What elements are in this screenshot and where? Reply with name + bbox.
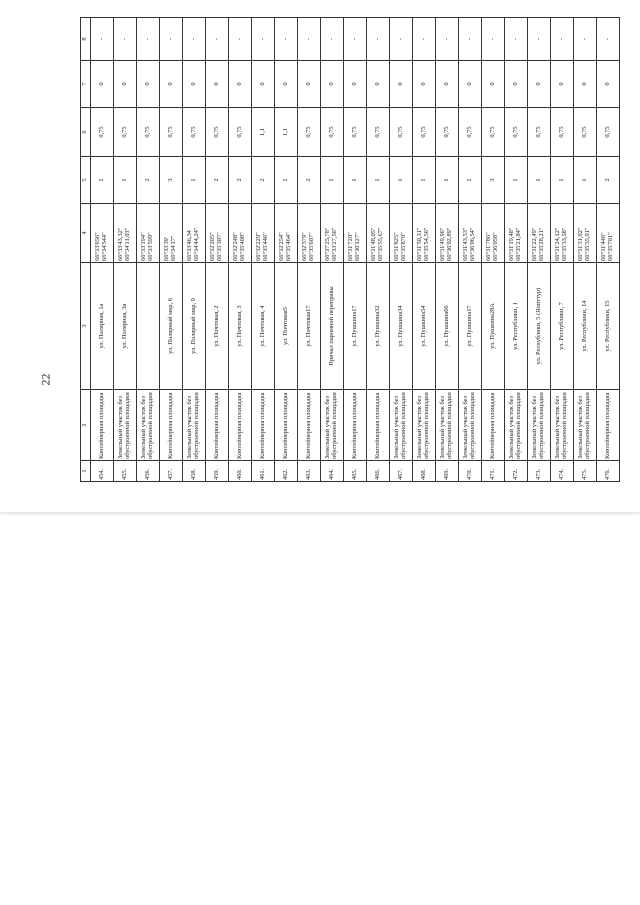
table-row	[482, 18, 505, 482]
column-8-cell: -	[505, 18, 528, 61]
site-type-cell: Контейнерная площадка	[91, 390, 114, 461]
site-type-cell: Земельный участок без обустроенной площадки	[574, 390, 597, 461]
column-6-cell: 0,75	[574, 108, 597, 157]
column-7-cell: 0	[321, 61, 344, 108]
address-cell: ул. Республики, 5 (Япиттур)	[528, 263, 551, 390]
table-row	[298, 18, 321, 482]
address-cell: ул. Почтовая, 2	[206, 263, 229, 390]
table-body	[91, 18, 620, 482]
row-number: 467.	[390, 461, 413, 482]
column-7-cell: 0	[482, 61, 505, 108]
coordinates-cell	[229, 204, 252, 263]
site-type-cell: Земельный участок без обустроенной площадки	[413, 390, 436, 461]
coordinate-value: 66°36'06,54"	[469, 227, 476, 261]
address-cell: ул. Почтовая5	[275, 263, 298, 390]
column-8-cell: -	[183, 18, 206, 61]
column-6-cell: 0,75	[137, 108, 160, 157]
address-cell: ул. Республики, 7	[551, 263, 574, 390]
coordinates-cell	[160, 204, 183, 263]
address-cell: ул. Пушкина17	[459, 263, 482, 390]
column-7-cell: 0	[551, 61, 574, 108]
row-number: 472.	[505, 461, 528, 482]
coordinates-cell	[137, 204, 160, 263]
header-row	[81, 18, 91, 482]
site-type-cell: Земельный участок без обустроенной площадки	[183, 390, 206, 461]
column-6-cell: 0,75	[344, 108, 367, 157]
row-number: 468.	[413, 461, 436, 482]
column-8-cell: -	[597, 18, 620, 61]
coordinate-value: 66°35'55,67"	[377, 227, 384, 261]
site-type-cell: Контейнерная площадка	[298, 390, 321, 461]
rotated-table-container	[80, 37, 614, 482]
column-8-cell: -	[413, 18, 436, 61]
column-5-cell: 1	[390, 157, 413, 204]
column-7-cell: 0	[298, 61, 321, 108]
coordinate-value: 66°32'379"	[301, 232, 309, 261]
column-header: 7	[81, 61, 91, 108]
table-row	[528, 18, 551, 482]
site-type-cell: Контейнерная площадка	[275, 390, 298, 461]
coordinate-value: 66°34'44,24"	[193, 227, 200, 261]
coordinate-value: 66°35'408"	[239, 232, 246, 261]
table-row	[275, 18, 298, 482]
row-number: 463.	[298, 461, 321, 482]
coordinate-value: 66°35'870"	[400, 232, 407, 261]
column-5-cell: 1	[436, 157, 459, 204]
site-type-cell: Контейнерная площадка	[482, 390, 505, 461]
column-5-cell: 1	[321, 157, 344, 204]
table-row	[597, 18, 620, 482]
column-6-cell: 1,1	[275, 108, 298, 157]
column-5-cell: 2	[298, 157, 321, 204]
coordinates-cell	[436, 204, 459, 263]
column-8-cell: -	[229, 18, 252, 61]
coordinate-value: 66°31'50,31"	[416, 227, 424, 261]
column-5-cell: 1	[528, 157, 551, 204]
row-number: 459.	[206, 461, 229, 482]
row-number: 475.	[574, 461, 597, 482]
site-type-cell: Контейнерная площадка	[597, 390, 620, 461]
coordinate-value: 66°35'33,58"	[561, 227, 568, 261]
coordinates-cell	[344, 204, 367, 263]
column-8-cell: -	[482, 18, 505, 61]
column-8-cell: -	[574, 18, 597, 61]
address-cell: ул. Почтовая, 3	[229, 263, 252, 390]
column-6-cell: 0,75	[482, 108, 505, 157]
column-5-cell: 1	[413, 157, 436, 204]
column-6-cell: 0,75	[183, 108, 206, 157]
column-8-cell: -	[252, 18, 275, 61]
table-row	[344, 18, 367, 482]
address-cell: ул. Республики, 1	[505, 263, 528, 390]
site-type-cell: Контейнерная площадка	[229, 390, 252, 461]
coordinate-value: 66°32'254"	[278, 232, 286, 261]
coordinates-cell	[114, 204, 137, 263]
column-7-cell: 0	[137, 61, 160, 108]
column-6-cell: 0,75	[413, 108, 436, 157]
address-cell: ул. Полярная, 3а	[114, 263, 137, 390]
column-7-cell: 0	[252, 61, 275, 108]
site-type-cell: Земельный участок без обустроенной площадки	[321, 390, 344, 461]
column-8-cell: -	[436, 18, 459, 61]
column-7-cell: 0	[413, 61, 436, 108]
coordinate-value: 66°32'248"	[232, 232, 240, 261]
row-number: 469.	[436, 461, 459, 482]
coordinate-value: 66°33'46,34	[186, 230, 194, 261]
coordinate-value: 66°33'39'	[163, 236, 171, 261]
coordinates-cell	[367, 204, 390, 263]
column-header: 2	[81, 390, 91, 461]
coordinates-cell	[597, 204, 620, 263]
coordinates-cell	[459, 204, 482, 263]
column-5-cell: 2	[229, 157, 252, 204]
coordinate-value: 66°35'701"	[607, 232, 614, 261]
coordinates-cell	[321, 204, 344, 263]
row-number: 466.	[367, 461, 390, 482]
column-8-cell: -	[91, 18, 114, 61]
column-6-cell: 0,75	[229, 108, 252, 157]
column-7-cell: 0	[505, 61, 528, 108]
coordinates-cell	[206, 204, 229, 263]
column-6-cell: 0,75	[459, 108, 482, 157]
column-8-cell: -	[298, 18, 321, 61]
coordinate-value: 66°35'54,56"	[423, 227, 430, 261]
page-number: 22	[38, 373, 53, 386]
address-cell: Причал паромной переправы	[321, 263, 344, 390]
table-row	[206, 18, 229, 482]
coordinate-value: 66°32'205"	[209, 232, 217, 261]
coordinate-value: 66°35'464"	[285, 232, 292, 261]
column-6-cell: 0,75	[367, 108, 390, 157]
column-8-cell: -	[459, 18, 482, 61]
column-8-cell: -	[160, 18, 183, 61]
row-number: 457.	[160, 461, 183, 482]
column-5-cell: 1	[574, 157, 597, 204]
row-number: 473.	[528, 461, 551, 482]
coordinate-value: 66°36'02,89"	[446, 227, 453, 261]
column-7-cell: 0	[114, 61, 137, 108]
column-header: 4	[81, 204, 91, 263]
column-7-cell: 0	[160, 61, 183, 108]
coordinate-value: 66°35'446"	[262, 232, 269, 261]
column-5-cell: 2	[137, 157, 160, 204]
address-cell: ул. Полярная, 1а	[91, 263, 114, 390]
address-cell: ул. Почтовая17	[298, 263, 321, 390]
coordinate-value: 66°34'11,03"	[124, 227, 131, 261]
coordinate-value: 66°34'544"	[101, 232, 108, 261]
column-8-cell: -	[275, 18, 298, 61]
row-number: 455.	[114, 461, 137, 482]
coordinate-value: 66°37'25,78"	[324, 227, 332, 261]
coordinate-value: 66°35'35,91"	[584, 227, 591, 261]
row-number: 465.	[344, 461, 367, 482]
column-header: 8	[81, 18, 91, 61]
table-row	[160, 18, 183, 482]
column-6-cell: 0,75	[206, 108, 229, 157]
column-5-cell: 3	[160, 157, 183, 204]
column-7-cell: 0	[206, 61, 229, 108]
coordinates-cell	[298, 204, 321, 263]
column-8-cell: -	[114, 18, 137, 61]
coordinate-value: 66°31'825"	[393, 232, 401, 261]
address-cell: ул. Почтовая, 4	[252, 263, 275, 390]
column-5-cell: 2	[252, 157, 275, 204]
address-cell: ул. Пушкина54	[413, 263, 436, 390]
column-5-cell: 1	[91, 157, 114, 204]
column-8-cell: -	[137, 18, 160, 61]
column-7-cell: 0	[183, 61, 206, 108]
table-row	[114, 18, 137, 482]
row-number: 460.	[229, 461, 252, 482]
table-row	[367, 18, 390, 482]
coordinate-value: 66°34'17"	[170, 235, 177, 261]
column-6-cell: 0,75	[321, 108, 344, 157]
coordinates-cell	[91, 204, 114, 263]
row-number: 470.	[459, 461, 482, 482]
column-6-cell: 0,75	[91, 108, 114, 157]
table-row	[436, 18, 459, 482]
coordinate-value: 66°31'19,48"	[508, 227, 516, 261]
site-type-cell: Земельный участок без обустроенной площадки	[459, 390, 482, 461]
site-type-cell: Земельный участок без обустроенной площадки	[390, 390, 413, 461]
column-7-cell: 0	[459, 61, 482, 108]
coordinate-value: 66°31'446"	[600, 232, 608, 261]
column-6-cell: 0,75	[298, 108, 321, 157]
coordinates-cell	[275, 204, 298, 263]
table-row	[413, 18, 436, 482]
address-cell: ул. Пушкина34	[390, 263, 413, 390]
coordinate-value: 66°33'194"	[140, 232, 148, 261]
register-table	[80, 17, 620, 482]
column-7-cell: 0	[367, 61, 390, 108]
column-7-cell: 0	[390, 61, 413, 108]
column-5-cell: 1	[183, 157, 206, 204]
coordinate-value: 66°31'786"	[485, 232, 493, 261]
column-header: 1	[81, 461, 91, 482]
column-5-cell: 1	[505, 157, 528, 204]
coordinate-value: 66°35'21,84"	[515, 227, 522, 261]
address-cell: ул. Полярный мкр, 6	[160, 263, 183, 390]
table-viewport	[80, 37, 614, 482]
address-cell: ул. Пушкина28А	[482, 263, 505, 390]
column-5-cell: 1	[459, 157, 482, 204]
coordinates-cell	[528, 204, 551, 263]
row-number: 458.	[183, 461, 206, 482]
column-6-cell: 0,75	[390, 108, 413, 157]
row-number: 456.	[137, 461, 160, 482]
site-type-cell: Земельный участок без обустроенной площадки	[436, 390, 459, 461]
table-row	[551, 18, 574, 482]
coordinate-value: 66°31'31,92"	[577, 227, 585, 261]
table-row	[91, 18, 114, 482]
column-8-cell: -	[390, 18, 413, 61]
site-type-cell: Контейнерная площадка	[252, 390, 275, 461]
table-row	[229, 18, 252, 482]
column-5-cell: 1	[367, 157, 390, 204]
coordinates-cell	[505, 204, 528, 263]
coordinates-cell	[551, 204, 574, 263]
column-8-cell: -	[321, 18, 344, 61]
column-7-cell: 0	[436, 61, 459, 108]
column-5-cell: 3	[482, 157, 505, 204]
row-number: 462.	[275, 461, 298, 482]
site-type-cell: Земельный участок без обустроенной площадки	[137, 390, 160, 461]
column-8-cell: -	[344, 18, 367, 61]
column-6-cell: 0,75	[505, 108, 528, 157]
column-5-cell: 1	[275, 157, 298, 204]
coordinate-value: 66°33'656"	[94, 232, 102, 261]
address-cell: ул. Республики, 14	[574, 263, 597, 390]
column-6-cell: 0,75	[551, 108, 574, 157]
site-type-cell: Земельный участок без обустроенной площадки	[114, 390, 137, 461]
coordinate-value: 66°32'229"	[255, 232, 263, 261]
column-8-cell: -	[367, 18, 390, 61]
column-5-cell: 1	[344, 157, 367, 204]
address-cell: ул. Пушкина32	[367, 263, 390, 390]
table-row	[390, 18, 413, 482]
column-8-cell: -	[528, 18, 551, 61]
row-number: 461.	[252, 461, 275, 482]
site-type-cell: Земельный участок без обустроенной площадки	[528, 390, 551, 461]
row-number: 471.	[482, 461, 505, 482]
column-7-cell: 0	[275, 61, 298, 108]
coordinate-value: 66°31'49,96"	[439, 227, 447, 261]
column-8-cell: -	[551, 18, 574, 61]
table-row	[321, 18, 344, 482]
site-type-cell: Контейнерная площадка	[206, 390, 229, 461]
coordinates-cell	[390, 204, 413, 263]
coordinate-value: 66°31'22,49"	[531, 227, 539, 261]
column-6-cell: 0,75	[114, 108, 137, 157]
coordinate-value: 66°35'607"	[308, 232, 315, 261]
column-5-cell: 2	[597, 157, 620, 204]
table-row	[137, 18, 160, 482]
coordinates-cell	[482, 204, 505, 263]
address-cell: ул. Пушкина17	[344, 263, 367, 390]
site-type-cell: Земельный участок без обустроенной площадки	[551, 390, 574, 461]
column-header: 3	[81, 263, 91, 390]
site-type-cell: Контейнерная площадка	[367, 390, 390, 461]
column-7-cell: 0	[597, 61, 620, 108]
table-row	[183, 18, 206, 482]
table-row	[574, 18, 597, 482]
column-7-cell: 0	[344, 61, 367, 108]
coordinates-cell	[252, 204, 275, 263]
table-row	[252, 18, 275, 482]
coordinate-value: 66°36'058"	[492, 232, 499, 261]
column-5-cell: 1	[551, 157, 574, 204]
coordinate-value: 66°31'720"	[347, 232, 355, 261]
site-type-cell: Земельный участок без обустроенной площадки	[505, 390, 528, 461]
column-7-cell: 0	[528, 61, 551, 108]
column-7-cell: 0	[574, 61, 597, 108]
row-number: 454.	[91, 461, 114, 482]
column-6-cell: 0,75	[160, 108, 183, 157]
column-header: 6	[81, 108, 91, 157]
column-header: 5	[81, 157, 91, 204]
table-row	[459, 18, 482, 482]
column-6-cell: 1,1	[252, 108, 275, 157]
column-6-cell: 0,75	[597, 108, 620, 157]
coordinate-value: 66°36'127"	[354, 232, 361, 261]
address-cell	[137, 263, 160, 390]
coordinate-value: 66°33'27,56"	[331, 227, 338, 261]
coordinate-value: 66°31'48,05"	[370, 227, 378, 261]
coordinates-cell	[574, 204, 597, 263]
column-6-cell: 0,75	[436, 108, 459, 157]
coordinate-value: 66°31'24,12"	[554, 227, 562, 261]
row-number: 476.	[597, 461, 620, 482]
site-type-cell: Контейнерная площадка	[160, 390, 183, 461]
row-number: 464.	[321, 461, 344, 482]
column-5-cell: 1	[114, 157, 137, 204]
coordinates-cell	[413, 204, 436, 263]
address-cell: ул. Полярный мкр, 9	[183, 263, 206, 390]
address-cell: ул. Республики, 15	[597, 263, 620, 390]
column-5-cell: 2	[206, 157, 229, 204]
coordinate-value: 66°31'43,53"	[462, 227, 470, 261]
column-7-cell: 0	[91, 61, 114, 108]
coordinate-value: 66°33'599"	[147, 232, 154, 261]
coordinate-value: 66°33'43,32"	[117, 227, 125, 261]
column-7-cell: 0	[229, 61, 252, 108]
row-number: 474.	[551, 461, 574, 482]
column-6-cell: 0,75	[528, 108, 551, 157]
coordinates-cell	[183, 204, 206, 263]
column-8-cell: -	[206, 18, 229, 61]
coordinate-value: 66°35'28,21"	[538, 227, 545, 261]
site-type-cell: Контейнерная площадка	[344, 390, 367, 461]
address-cell: ул. Пушкина66	[436, 263, 459, 390]
table-row	[505, 18, 528, 482]
coordinate-value: 66°35'307"	[216, 232, 223, 261]
